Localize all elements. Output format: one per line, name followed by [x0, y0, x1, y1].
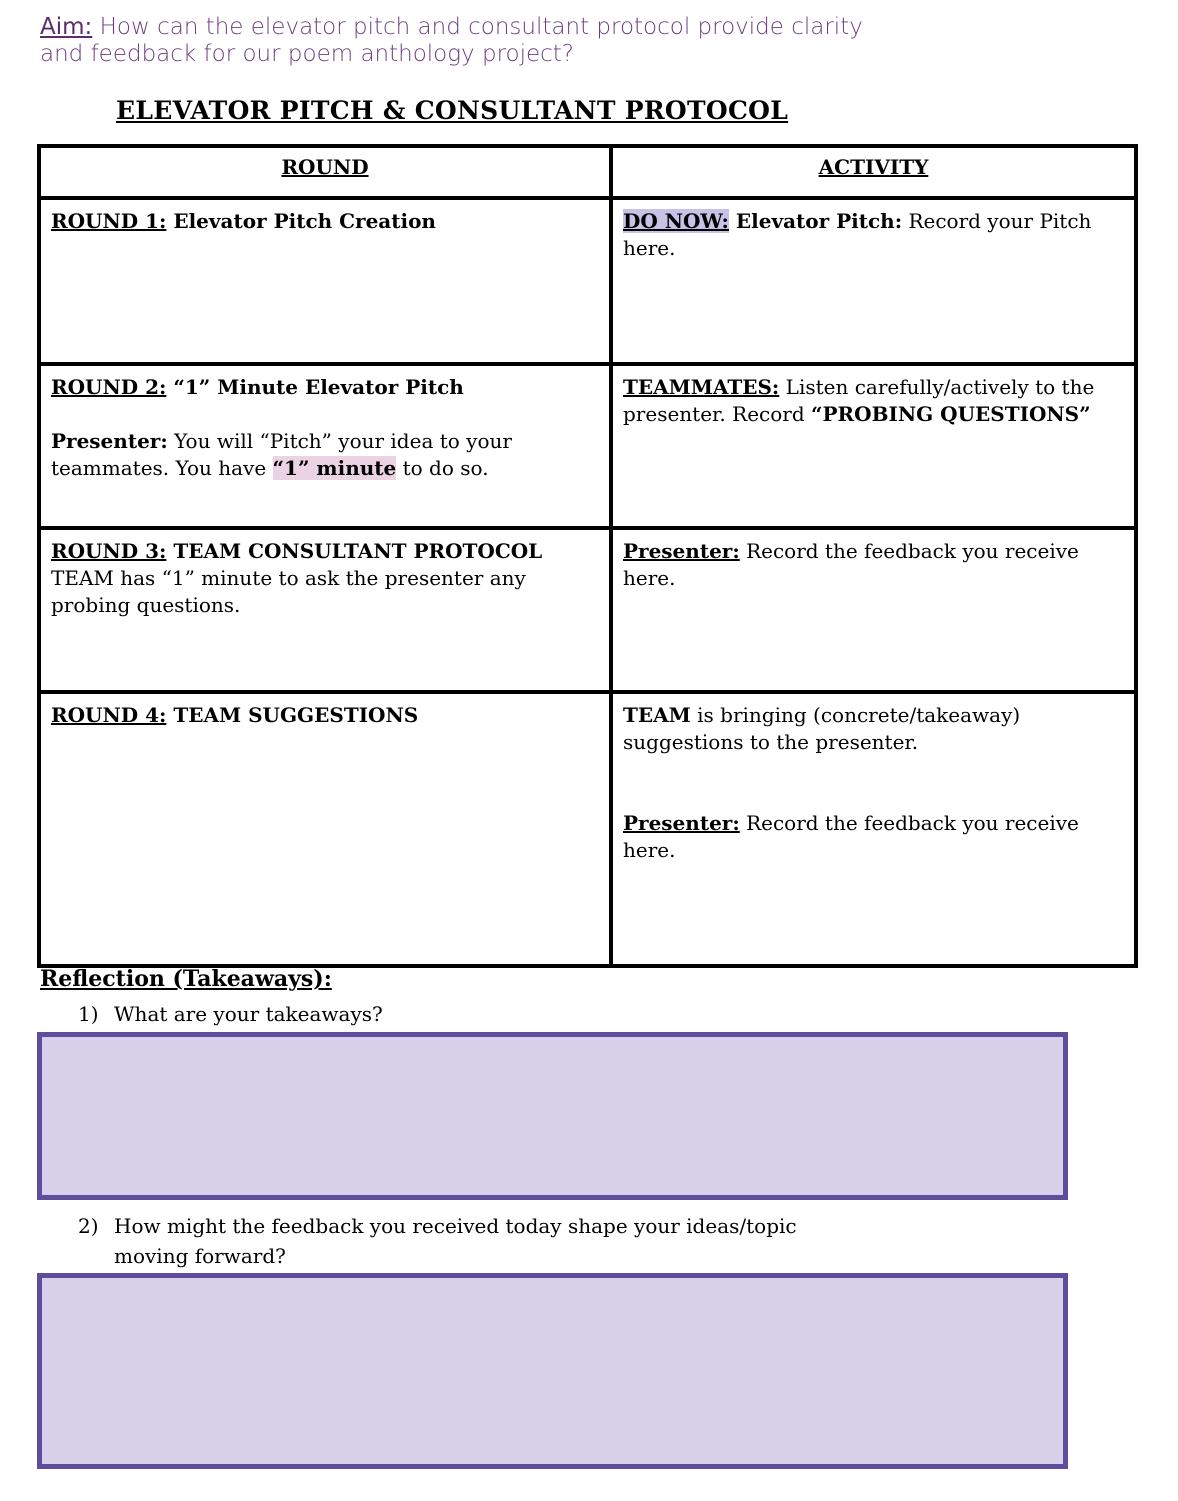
round-1-title: Elevator Pitch Creation: [166, 209, 436, 233]
presenter-feedback-text: Record the feedback you receive here.: [623, 811, 1079, 862]
activity-4-cell[interactable]: [611, 692, 1136, 966]
activity-4-text: is bringing (concrete/takeaway) suggestions to the presenter.: [623, 703, 1021, 754]
one-minute-highlight: “1” minute: [272, 456, 397, 480]
answer-box-1[interactable]: [37, 1032, 1068, 1200]
aim-statement: [40, 14, 900, 68]
round-2-title: “1” Minute Elevator Pitch: [166, 375, 464, 399]
question-number: 2): [78, 1214, 99, 1238]
round-1-label: ROUND 1:: [51, 209, 167, 233]
table-row: [39, 692, 1136, 966]
round-3-text: TEAM has “1” minute to ask the presenter any probing questions.: [51, 566, 526, 617]
teammates-label: TEAMMATES:: [623, 375, 780, 399]
reflection-question-2: [78, 1211, 878, 1271]
team-label: TEAM: [623, 703, 691, 727]
header-activity: [611, 146, 1136, 198]
question-text: What are your takeaways?: [114, 1002, 383, 1026]
round-3-cell: [39, 528, 611, 692]
question-text: How might the feedback you received today shape your ideas/topic moving forward?: [114, 1214, 797, 1268]
activity-1-cell[interactable]: [611, 198, 1136, 364]
header-round-label: ROUND: [281, 155, 369, 179]
round-4-title: TEAM SUGGESTIONS: [166, 703, 419, 727]
probing-questions-text: “PROBING QUESTIONS”: [811, 402, 1091, 426]
question-number: 1): [78, 1002, 99, 1026]
activity-2-text: Listen carefully/actively to the presenter. Record: [623, 375, 1095, 426]
round-4-cell: [39, 692, 611, 966]
activity-2-cell[interactable]: [611, 364, 1136, 528]
round-3-label: ROUND 3:: [51, 539, 167, 563]
table-row: [39, 364, 1136, 528]
answer-box-2[interactable]: [37, 1273, 1068, 1469]
aim-text: How can the elevator pitch and consultant protocol provide clarity and feedback for our poem anthology project?: [40, 14, 863, 67]
activity-3-text: Record the feedback you receive here.: [623, 539, 1079, 590]
page-title: ELEVATOR PITCH & CONSULTANT PROTOCOL: [116, 96, 789, 125]
spacer: [623, 756, 1124, 810]
round-1-cell: [39, 198, 611, 364]
presenter-end: to do so.: [396, 456, 489, 480]
presenter-label: Presenter:: [623, 539, 740, 563]
activity-1-bold: Elevator Pitch:: [728, 209, 903, 233]
table-header-row: [39, 146, 1136, 198]
presenter-text: You will “Pitch” your idea to your teammates. You have: [51, 429, 512, 480]
table-row: [39, 528, 1136, 692]
round-2-label: ROUND 2:: [51, 375, 167, 399]
reflection-heading: Reflection (Takeaways):: [40, 966, 332, 992]
do-now-label: DO NOW:: [623, 209, 729, 233]
activity-3-cell[interactable]: [611, 528, 1136, 692]
round-3-title: TEAM CONSULTANT PROTOCOL: [166, 539, 543, 563]
header-round: [39, 146, 611, 198]
aim-label: Aim:: [40, 14, 93, 40]
round-4-label: ROUND 4:: [51, 703, 167, 727]
activity-1-text: Record your Pitch here.: [623, 209, 1092, 260]
header-activity-label: ACTIVITY: [818, 155, 929, 179]
reflection-question-1: [78, 999, 878, 1029]
presenter-label: Presenter:: [623, 811, 740, 835]
round-2-cell: [39, 364, 611, 528]
table-row: [39, 198, 1136, 364]
spacer: [51, 401, 599, 428]
protocol-table: [37, 144, 1138, 968]
presenter-label: Presenter:: [51, 429, 168, 453]
